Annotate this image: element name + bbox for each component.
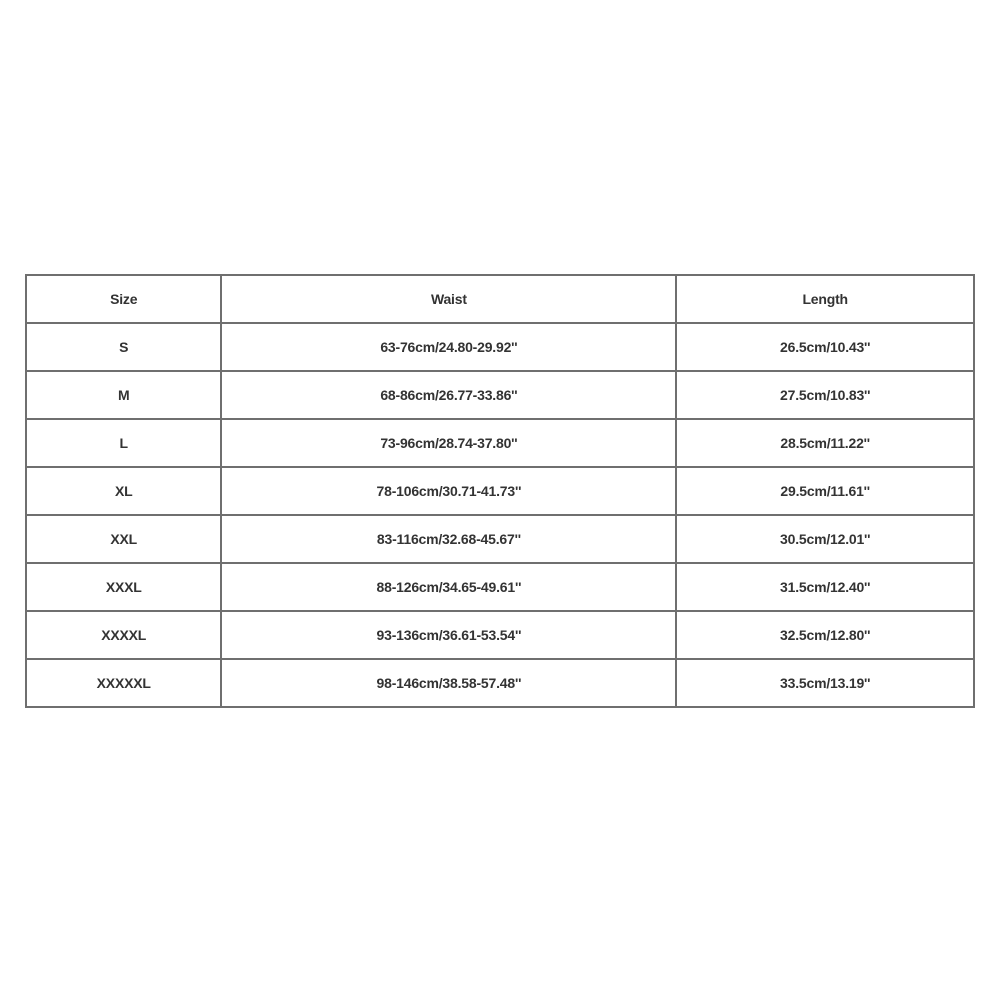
table-row: [26, 467, 974, 515]
waist-cell: 78-106cm/30.71-41.73'': [221, 467, 676, 515]
length-cell: 27.5cm/10.83'': [676, 371, 974, 419]
table-row: [26, 371, 974, 419]
size-cell: XL: [26, 467, 221, 515]
length-cell: 26.5cm/10.43'': [676, 323, 974, 371]
size-chart-table: [25, 274, 975, 708]
length-cell: 32.5cm/12.80'': [676, 611, 974, 659]
waist-cell: 93-136cm/36.61-53.54'': [221, 611, 676, 659]
table-row: [26, 659, 974, 707]
waist-cell: 68-86cm/26.77-33.86'': [221, 371, 676, 419]
size-cell: L: [26, 419, 221, 467]
length-cell: 28.5cm/11.22'': [676, 419, 974, 467]
length-cell: 31.5cm/12.40'': [676, 563, 974, 611]
length-cell: 29.5cm/11.61'': [676, 467, 974, 515]
size-cell: XXXXXL: [26, 659, 221, 707]
table-row: [26, 563, 974, 611]
waist-cell: 98-146cm/38.58-57.48'': [221, 659, 676, 707]
length-cell: 33.5cm/13.19'': [676, 659, 974, 707]
waist-cell: 63-76cm/24.80-29.92'': [221, 323, 676, 371]
size-cell: XXXXL: [26, 611, 221, 659]
table-row: [26, 515, 974, 563]
header-length: Length: [676, 275, 974, 323]
size-cell: S: [26, 323, 221, 371]
table-header-row: [26, 275, 974, 323]
table-row: [26, 419, 974, 467]
waist-cell: 73-96cm/28.74-37.80'': [221, 419, 676, 467]
waist-cell: 83-116cm/32.68-45.67'': [221, 515, 676, 563]
table-row: [26, 323, 974, 371]
waist-cell: 88-126cm/34.65-49.61'': [221, 563, 676, 611]
length-cell: 30.5cm/12.01'': [676, 515, 974, 563]
header-waist: Waist: [221, 275, 676, 323]
size-cell: XXXL: [26, 563, 221, 611]
header-size: Size: [26, 275, 221, 323]
size-cell: XXL: [26, 515, 221, 563]
size-cell: M: [26, 371, 221, 419]
table-row: [26, 611, 974, 659]
